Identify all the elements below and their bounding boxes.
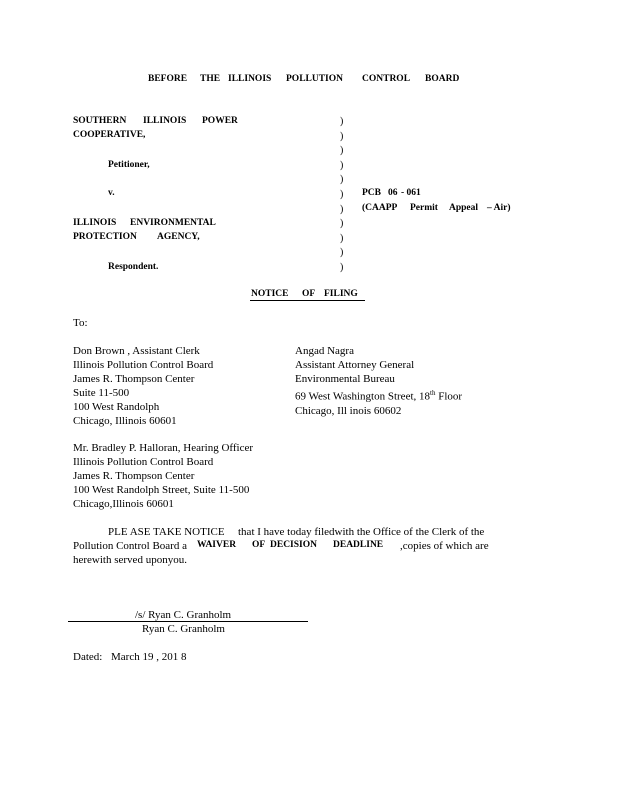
paren: ): [340, 189, 344, 200]
paren: ): [340, 145, 344, 157]
petitioner-name-line2: COOPERATIVE,: [73, 130, 146, 140]
paragraph-text: that I have today filedwith the Office of the Clerk of the: [238, 526, 485, 538]
bold-doc-title-word: OF: [252, 540, 266, 550]
paren: ): [340, 116, 344, 127]
address-line: James R. Thompson Center: [73, 373, 195, 385]
paren: ): [340, 203, 344, 215]
paragraph-text: ,copies of which are: [400, 540, 489, 552]
paren: ): [340, 232, 344, 244]
address-line: Environmental Bureau: [295, 373, 395, 385]
respondent-name-word: PROTECTION: [73, 232, 137, 242]
petitioner-label: Petitioner,: [108, 160, 150, 170]
paren: ): [340, 262, 344, 273]
paragraph-text: herewith served uponyou.: [73, 554, 187, 566]
address-line: Mr. Bradley P. Halloran, Hearing Officer: [73, 442, 254, 454]
address-line: Illinois Pollution Control Board: [73, 359, 214, 371]
title-word: BEFORE: [148, 74, 188, 84]
address-line: James R. Thompson Center: [73, 470, 195, 482]
case-type-word: Permit: [410, 203, 438, 213]
recipient-address: [73, 441, 253, 511]
to-label: To:: [73, 317, 88, 329]
address-line: Chicago, Ill inois 60602: [295, 404, 402, 417]
address-line: 100 West Randolph: [73, 401, 160, 413]
street-text: 69 West Washington Street, 18: [295, 390, 431, 403]
paren: ): [340, 159, 344, 171]
versus-label: v.: [108, 188, 115, 198]
title-word: POLLUTION: [286, 74, 344, 84]
address-street-line: [295, 386, 462, 404]
bold-doc-title-word: DECISION: [270, 540, 317, 550]
paren: ): [340, 130, 344, 142]
case-type-word: Appeal: [449, 203, 479, 213]
street-ordinal-sup: th: [430, 389, 436, 397]
address-line: Illinois Pollution Control Board: [73, 456, 214, 468]
title-word: THE: [200, 74, 221, 84]
address-line: Assistant Attorney General: [295, 359, 415, 371]
address-line: Angad Nagra: [295, 345, 354, 357]
bold-doc-title-word: DEADLINE: [333, 540, 384, 550]
respondent-label: Respondent.: [108, 262, 159, 272]
notice-heading-underline: [250, 300, 365, 301]
paren: ): [340, 247, 344, 259]
address-line: Chicago, Illinois 60601: [73, 415, 177, 427]
paragraph-text: Pollution Control Board a: [73, 540, 187, 552]
title-word: ILLINOIS: [228, 74, 272, 84]
case-number-word: 06: [388, 188, 398, 198]
notice-heading-word: OF: [302, 289, 316, 299]
bold-doc-title-word: WAIVER: [197, 540, 237, 550]
address-line: Suite 11-500: [73, 387, 130, 399]
case-type-word: (CAAPP: [362, 203, 398, 213]
address-line: Don Brown , Assistant Clerk: [73, 345, 200, 357]
electronic-signature: /s/ Ryan C. Granholm: [135, 609, 232, 621]
case-number-word: PCB: [362, 188, 381, 198]
case-type-word: – Air): [487, 203, 511, 213]
dated-label: Dated:: [73, 651, 103, 663]
recipient-address-right: [295, 344, 462, 418]
respondent-name-word: ILLINOIS: [73, 218, 117, 228]
respondent-name-word: AGENCY,: [157, 232, 200, 242]
notice-heading-word: NOTICE: [251, 289, 289, 299]
address-line: Chicago,Illinois 60601: [73, 498, 174, 510]
petitioner-name-word: POWER: [202, 116, 238, 126]
case-number-word: - 061: [401, 188, 421, 198]
signer-name: Ryan C. Granholm: [142, 623, 225, 635]
street-suffix: Floor: [435, 390, 463, 403]
dated-value: March 19 , 201 8: [111, 651, 187, 663]
petitioner-name-word: SOUTHERN: [73, 116, 127, 126]
paren: ): [340, 174, 344, 186]
petitioner-name-word: ILLINOIS: [143, 116, 187, 126]
recipient-address: [73, 344, 213, 428]
address-line: 100 West Randolph Street, Suite 11-500: [73, 484, 250, 496]
title-word: CONTROL: [362, 74, 411, 84]
title-word: BOARD: [425, 74, 460, 84]
paren: ): [340, 218, 344, 230]
notice-heading-word: FILING: [324, 289, 358, 299]
paragraph-text: PLE ASE TAKE NOTICE: [108, 526, 225, 538]
respondent-name-word: ENVIRONMENTAL: [130, 218, 216, 228]
